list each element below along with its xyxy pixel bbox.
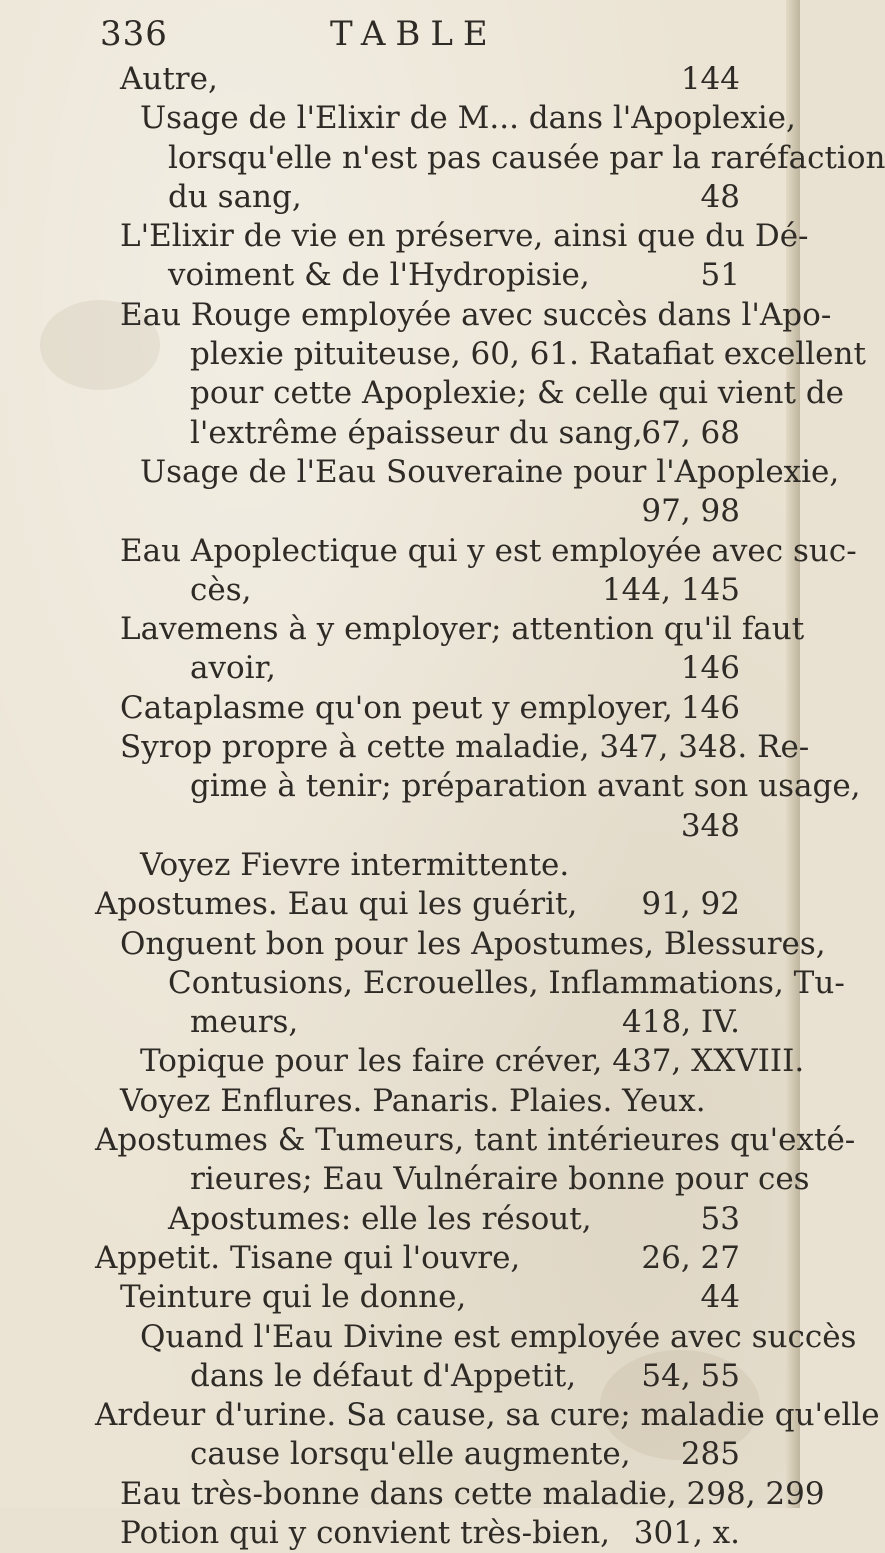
running-title: TABLE (330, 14, 498, 54)
index-line (0, 767, 861, 806)
entry-text: Eau Apoplectique qui y est employée avec suc- (120, 532, 857, 569)
entry-text: voiment & de l'Hydropisie, (168, 257, 590, 294)
entry-text: Topique pour les faire créver, 437, XXVIII. (140, 1043, 805, 1080)
index-line (0, 60, 800, 99)
entry-text: rieures; Eau Vulnéraire bonne pour ces (190, 1161, 810, 1198)
index-line (0, 139, 885, 178)
entry-text: Syrop propre à cette maladie, 347, 348. Re- (120, 729, 810, 766)
entry-page-ref: 67, 68 (641, 414, 740, 451)
index-line (0, 728, 810, 767)
index-line (0, 1357, 800, 1396)
entry-page-ref: 91, 92 (641, 886, 740, 923)
entry-text: Apostumes: elle les résout, (168, 1200, 592, 1237)
entry-text: Cataplasme qu'on peut y employer, (120, 689, 673, 726)
index-line (0, 1396, 880, 1435)
entry-page-ref: 53 (700, 1200, 740, 1237)
page-header (100, 14, 750, 62)
index-line (0, 689, 800, 728)
index-line (0, 178, 800, 217)
index-line (0, 1318, 857, 1357)
index-line (0, 610, 805, 649)
entry-text: plexie pituiteuse, 60, 61. Ratafiat excellent (190, 336, 866, 373)
index-line (0, 1042, 805, 1081)
index-line (0, 1435, 800, 1474)
entry-text: cause lorsqu'elle augmente, (190, 1436, 631, 1473)
entry-page-ref: 348 (680, 807, 740, 844)
entry-text: Apostumes. Eau qui les guérit, (95, 886, 578, 923)
index-line (0, 1278, 800, 1317)
index-line (0, 1239, 800, 1278)
entry-page-ref: 44 (700, 1279, 740, 1316)
entry-text: Eau Rouge employée avec succès dans l'Apo- (120, 296, 832, 333)
index-line (0, 1200, 800, 1239)
entry-page-ref: 144, 145 (601, 571, 740, 608)
index-line (0, 1082, 800, 1121)
index-line (0, 492, 800, 531)
entry-text: Autre, (120, 61, 218, 97)
entry-page-ref: 146 (680, 650, 740, 687)
entry-text: gime à tenir; préparation avant son usage, (190, 768, 861, 805)
entry-text: Voyez Enflures. Panaris. Plaies. Yeux. (120, 1082, 706, 1119)
index-line (0, 649, 800, 688)
index-line (0, 1160, 810, 1199)
entry-text: Quand l'Eau Divine est employée avec succès (140, 1318, 857, 1355)
entry-page-ref: 97, 98 (641, 493, 740, 530)
entry-page-ref: 48 (700, 178, 740, 215)
entry-text: dans le défaut d'Appetit, (190, 1357, 577, 1394)
entry-page-ref: 144 (680, 61, 740, 97)
index-line (0, 414, 800, 453)
entry-text: L'Elixir de vie en préserve, ainsi que du Dé- (120, 218, 809, 255)
index-line (0, 1003, 800, 1042)
entry-text: pour cette Apoplexie; & celle qui vient de (190, 375, 845, 412)
index-line (0, 374, 845, 413)
index-line (0, 532, 857, 571)
entry-page-ref: 51 (700, 257, 740, 294)
entry-text: Usage de l'Eau Souveraine pour l'Apoplexie, (140, 453, 840, 490)
entry-text: du sang, (168, 178, 302, 215)
entry-page-ref: 26, 27 (641, 1239, 740, 1276)
entry-text: Onguent bon pour les Apostumes, Blessures, (120, 925, 826, 962)
index-line (0, 1514, 800, 1553)
entry-text: l'extrême épaisseur du sang, (190, 414, 643, 451)
entry-text: avoir, (190, 650, 276, 687)
index-line (0, 296, 832, 335)
entry-text: Voyez Fievre intermittente. (140, 846, 570, 883)
index-line (0, 335, 866, 374)
entry-text: Contusions, Ecrouelles, Inflammations, Tu- (168, 964, 845, 1001)
entry-page-ref: 301, x. (633, 1514, 740, 1551)
entry-page-ref: 418, IV. (622, 1004, 740, 1041)
index-line (0, 964, 845, 1003)
index-line (0, 99, 800, 138)
index-line (0, 885, 800, 924)
entry-text: Apostumes & Tumeurs, tant intérieures qu'exté- (95, 1122, 856, 1159)
index-line (0, 571, 800, 610)
index-line (0, 1121, 856, 1160)
entry-page-ref: 285 (680, 1436, 740, 1473)
index-line (0, 256, 800, 295)
index-line (0, 453, 840, 492)
entry-text: Appetit. Tisane qui l'ouvre, (95, 1239, 521, 1276)
index-line (0, 807, 800, 846)
entry-text: cès, (190, 571, 252, 608)
entry-text: Eau très-bonne dans cette maladie, 298, 299 (120, 1475, 825, 1512)
index-line (0, 846, 800, 885)
entry-page-ref: 54, 55 (641, 1357, 740, 1394)
entry-text: lorsqu'elle n'est pas causée par la raréfaction (168, 139, 885, 176)
index-entries (0, 60, 885, 1553)
page-number: 336 (100, 14, 168, 54)
entry-text: Lavemens à y employer; attention qu'il faut (120, 611, 805, 648)
entry-page-ref: 146 (680, 689, 740, 726)
entry-text: Usage de l'Elixir de M... dans l'Apoplexie, (140, 100, 796, 137)
entry-text: Potion qui y convient très-bien, (120, 1514, 611, 1551)
index-line (0, 1475, 825, 1514)
entry-text: meurs, (190, 1004, 299, 1041)
entry-text: Ardeur d'urine. Sa cause, sa cure; maladie qu'elle (95, 1397, 880, 1434)
entry-text: Teinture qui le donne, (120, 1279, 467, 1316)
index-line (0, 925, 826, 964)
index-line (0, 217, 809, 256)
